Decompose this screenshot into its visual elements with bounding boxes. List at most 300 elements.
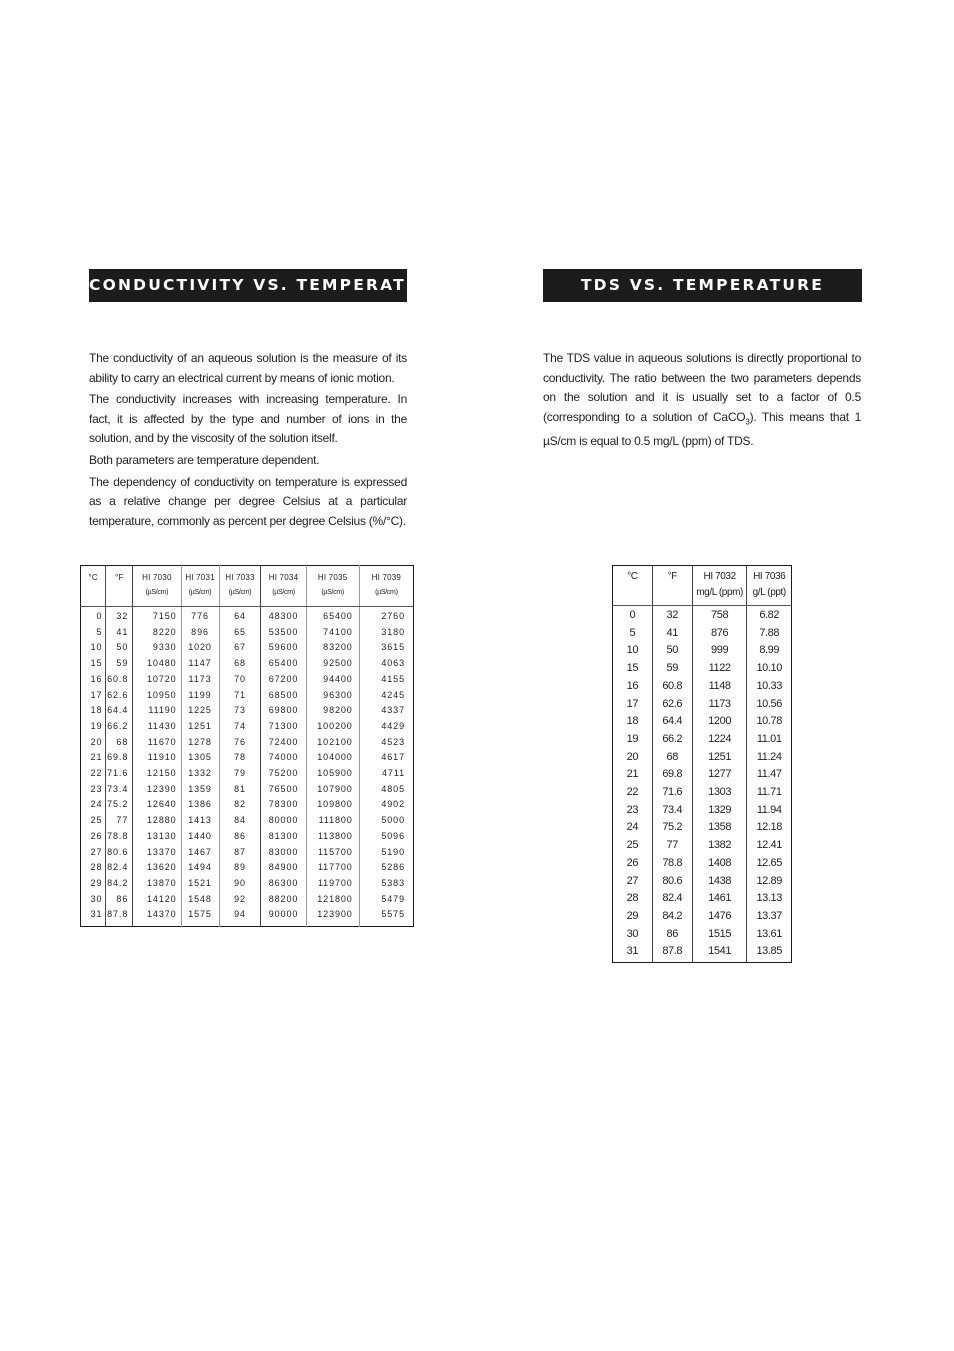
conductivity-cell: 59600 xyxy=(261,640,306,656)
table-row xyxy=(613,837,792,855)
conductivity-cell: 62.6 xyxy=(106,688,133,704)
conductivity-cell: 10720 xyxy=(133,672,181,688)
table-row xyxy=(81,607,414,625)
table-row xyxy=(81,750,414,766)
tds-cell: 84.2 xyxy=(652,908,692,926)
table-row xyxy=(613,819,792,837)
conductivity-cell: 1020 xyxy=(181,640,219,656)
conductivity-cell: 71.6 xyxy=(106,766,133,782)
conductivity-cell: 24 xyxy=(81,797,106,813)
conductivity-cell: 1467 xyxy=(181,845,219,861)
tds-cell: 13.85 xyxy=(756,945,782,958)
tds-header-cell xyxy=(613,566,653,606)
conductivity-cell: 5096 xyxy=(381,830,405,841)
tds-cell: 10.33 xyxy=(756,679,782,692)
conductivity-cell: 5383 xyxy=(381,877,405,888)
conductivity-header-name: HI 7030 xyxy=(142,573,172,582)
table-row xyxy=(613,802,792,820)
conductivity-cell: 4155 xyxy=(381,673,405,684)
conductivity-cell: 16 xyxy=(81,672,106,688)
conductivity-cell: 86 xyxy=(106,892,133,908)
conductivity-cell: 1305 xyxy=(181,750,219,766)
tds-cell: 758 xyxy=(692,606,747,625)
conductivity-cell: 100200 xyxy=(306,719,359,735)
table-row xyxy=(81,640,414,656)
tds-cell: 11.71 xyxy=(756,786,782,799)
conductivity-cell: 48300 xyxy=(261,607,306,625)
tds-cell: 11.94 xyxy=(756,803,782,816)
conductivity-cell: 89 xyxy=(219,860,261,876)
conductivity-cell: 4617 xyxy=(381,752,405,763)
conductivity-cell: 83000 xyxy=(261,845,306,861)
tds-cell: 62.6 xyxy=(652,696,692,714)
conductivity-cell: 10950 xyxy=(133,688,181,704)
table-row xyxy=(81,656,414,672)
conductivity-header-cell xyxy=(359,566,413,607)
conductivity-cell: 77 xyxy=(106,813,133,829)
conductivity-cell: 87 xyxy=(219,845,261,861)
tds-cell: 82.4 xyxy=(652,890,692,908)
conductivity-cell: 121800 xyxy=(306,892,359,908)
table-row xyxy=(613,908,792,926)
table-row xyxy=(613,784,792,802)
conductivity-cell: 28 xyxy=(81,860,106,876)
conductivity-cell: 4337 xyxy=(381,705,405,716)
conductivity-cell: 115700 xyxy=(306,845,359,861)
tds-cell: 12.41 xyxy=(756,839,782,852)
tds-cell: 1438 xyxy=(692,873,747,891)
conductivity-cell: 4429 xyxy=(381,720,405,731)
tds-cell: 75.2 xyxy=(652,819,692,837)
tds-cell: 18 xyxy=(613,713,653,731)
table-row xyxy=(81,735,414,751)
conductivity-header-name: HI 7039 xyxy=(371,573,402,582)
tds-cell: 5 xyxy=(613,625,653,643)
tds-cell: 29 xyxy=(613,908,653,926)
conductivity-cell: 105900 xyxy=(306,766,359,782)
conductivity-cell: 26 xyxy=(81,829,106,845)
table-row xyxy=(81,766,414,782)
tds-cell: 17 xyxy=(613,696,653,714)
conductivity-cell: 65400 xyxy=(261,656,306,672)
conductivity-cell: 70 xyxy=(219,672,261,688)
tds-cell: 1122 xyxy=(692,660,747,678)
conductivity-cell: 86300 xyxy=(261,876,306,892)
tds-cell: 59 xyxy=(652,660,692,678)
tds-table-body xyxy=(613,606,792,963)
tds-cell: 10.56 xyxy=(756,697,782,710)
conductivity-cell: 31 xyxy=(81,907,106,926)
tds-cell: 1224 xyxy=(692,731,747,749)
tds-cell: 1277 xyxy=(692,766,747,784)
conductivity-header-cell xyxy=(81,566,106,607)
conductivity-cell: 25 xyxy=(81,813,106,829)
conductivity-cell: 50 xyxy=(106,640,133,656)
conductivity-cell: 23 xyxy=(81,782,106,798)
tds-table-header xyxy=(613,566,792,606)
table-row xyxy=(613,713,792,731)
conductivity-cell: 9330 xyxy=(133,640,181,656)
conductivity-cell: 84900 xyxy=(261,860,306,876)
conductivity-cell: 87.8 xyxy=(106,907,133,926)
conductivity-cell: 15 xyxy=(81,656,106,672)
conductivity-cell: 3180 xyxy=(381,626,405,637)
tds-cell: 31 xyxy=(613,943,653,962)
table-row xyxy=(613,642,792,660)
tds-cell: 1303 xyxy=(692,784,747,802)
conductivity-cell: 90 xyxy=(219,876,261,892)
tds-cell: 66.2 xyxy=(652,731,692,749)
conductivity-header-row xyxy=(81,566,414,607)
tds-cell: 1541 xyxy=(692,943,747,962)
conductivity-header-name: HI 7035 xyxy=(317,573,348,582)
tds-cell: 1515 xyxy=(692,926,747,944)
conductivity-cell: 65 xyxy=(219,625,261,641)
conductivity-cell: 64.4 xyxy=(106,703,133,719)
conductivity-cell: 81300 xyxy=(261,829,306,845)
tds-cell: 16 xyxy=(613,678,653,696)
conductivity-cell: 4711 xyxy=(382,768,405,779)
conductivity-cell: 69.8 xyxy=(106,750,133,766)
conductivity-cell: 74000 xyxy=(261,750,306,766)
conductivity-cell: 2760 xyxy=(381,611,405,621)
conductivity-cell: 96300 xyxy=(306,688,359,704)
tds-cell: 86 xyxy=(652,926,692,944)
tds-cell: 71.6 xyxy=(652,784,692,802)
conductivity-cell: 4245 xyxy=(381,689,405,700)
table-row xyxy=(613,660,792,678)
conductivity-cell: 75200 xyxy=(261,766,306,782)
conductivity-header-unit: (µS/cm) xyxy=(188,589,212,596)
conductivity-cell: 776 xyxy=(181,607,219,625)
tds-paragraph-subscript: 3 xyxy=(745,417,750,427)
conductivity-cell: 64 xyxy=(219,607,261,625)
conductivity-cell: 5 xyxy=(81,625,106,641)
conductivity-cell: 22 xyxy=(81,766,106,782)
conductivity-header-name: °C xyxy=(88,573,98,582)
conductivity-paragraph-2: The conductivity increases with increasing temperature. In fact, it is affected by the type and number of ions in the solution, and by the viscosity of the solution itself. xyxy=(89,392,407,446)
conductivity-cell: 3615 xyxy=(381,642,405,653)
table-row xyxy=(81,892,414,908)
conductivity-cell: 10 xyxy=(81,640,106,656)
conductivity-header-unit: (µS/cm) xyxy=(375,589,398,596)
tds-cell: 68 xyxy=(652,749,692,767)
tds-cell: 78.8 xyxy=(652,855,692,873)
conductivity-cell: 5190 xyxy=(381,846,405,857)
conductivity-cell: 90000 xyxy=(261,907,306,926)
conductivity-cell: 111800 xyxy=(306,813,359,829)
tds-cell: 12.18 xyxy=(756,821,782,834)
conductivity-cell: 13870 xyxy=(133,876,181,892)
conductivity-cell: 86 xyxy=(219,829,261,845)
conductivity-cell: 73.4 xyxy=(106,782,133,798)
conductivity-cell: 12390 xyxy=(133,782,181,798)
tds-cell: 6.82 xyxy=(759,609,780,621)
conductivity-cell: 14370 xyxy=(133,907,181,926)
table-row xyxy=(613,873,792,891)
tds-cell: 1200 xyxy=(692,713,747,731)
conductivity-vs-temperature-table xyxy=(80,565,414,927)
conductivity-cell: 1359 xyxy=(181,782,219,798)
tds-cell: 87.8 xyxy=(652,943,692,962)
tds-cell: 13.61 xyxy=(756,927,782,940)
table-row xyxy=(81,703,414,719)
tds-header-row xyxy=(613,566,792,606)
table-row xyxy=(613,678,792,696)
conductivity-header-unit: (µS/cm) xyxy=(321,589,344,596)
conductivity-cell: 117700 xyxy=(306,860,359,876)
table-row xyxy=(81,829,414,845)
tds-cell: 12.65 xyxy=(756,856,782,869)
table-row xyxy=(613,766,792,784)
conductivity-cell: 82.4 xyxy=(106,860,133,876)
conductivity-cell: 81 xyxy=(219,782,261,798)
conductivity-cell: 11670 xyxy=(133,735,181,751)
conductivity-table-header xyxy=(81,566,414,607)
tds-cell: 21 xyxy=(613,766,653,784)
conductivity-cell: 68 xyxy=(219,656,261,672)
conductivity-cell: 1225 xyxy=(181,703,219,719)
conductivity-cell: 4902 xyxy=(381,799,405,810)
tds-cell: 15 xyxy=(613,660,653,678)
tds-cell: 1358 xyxy=(692,819,747,837)
conductivity-cell: 65400 xyxy=(306,607,359,625)
conductivity-cell: 12150 xyxy=(133,766,181,782)
conductivity-header-name: HI 7034 xyxy=(268,573,299,582)
table-row xyxy=(81,876,414,892)
tds-cell: 11.24 xyxy=(756,750,782,763)
tds-cell: 10.10 xyxy=(756,662,782,675)
tds-cell: 19 xyxy=(613,731,653,749)
conductivity-cell: 71 xyxy=(219,688,261,704)
conductivity-cell: 5479 xyxy=(381,893,405,904)
conductivity-cell: 13370 xyxy=(133,845,181,861)
table-row xyxy=(81,782,414,798)
tds-cell: 28 xyxy=(613,890,653,908)
conductivity-cell: 102100 xyxy=(306,735,359,751)
conductivity-cell: 27 xyxy=(81,845,106,861)
conductivity-header-unit: (µS/cm) xyxy=(145,589,169,596)
conductivity-cell: 92500 xyxy=(306,656,359,672)
conductivity-cell: 123900 xyxy=(306,907,359,926)
conductivity-cell: 0 xyxy=(81,607,106,625)
tds-cell: 1173 xyxy=(692,696,747,714)
conductivity-header-cell xyxy=(181,566,219,607)
tds-header-unit: mg/L (ppm) xyxy=(696,587,743,598)
conductivity-cell: 5286 xyxy=(381,862,405,873)
tds-cell: 25 xyxy=(613,837,653,855)
conductivity-cell: 109800 xyxy=(306,797,359,813)
tds-header-cell xyxy=(692,566,747,606)
conductivity-table-body xyxy=(81,607,414,927)
conductivity-cell: 11190 xyxy=(133,703,181,719)
tds-cell: 13.13 xyxy=(756,892,782,905)
conductivity-cell: 1440 xyxy=(181,829,219,845)
conductivity-cell: 1278 xyxy=(181,735,219,751)
tds-cell: 32 xyxy=(652,606,692,625)
tds-cell: 7.88 xyxy=(759,626,780,639)
table-row xyxy=(81,797,414,813)
tds-cell: 1382 xyxy=(692,837,747,855)
conductivity-cell: 1147 xyxy=(181,656,219,672)
tds-cell: 1329 xyxy=(692,802,747,820)
conductivity-cell: 80.6 xyxy=(106,845,133,861)
conductivity-cell: 98200 xyxy=(306,703,359,719)
conductivity-cell: 17 xyxy=(81,688,106,704)
conductivity-cell: 113800 xyxy=(306,829,359,845)
conductivity-header-cell xyxy=(261,566,306,607)
conductivity-cell: 69800 xyxy=(261,703,306,719)
tds-cell: 11.47 xyxy=(756,768,782,781)
table-row xyxy=(81,845,414,861)
conductivity-cell: 4063 xyxy=(381,658,405,669)
conductivity-cell: 13620 xyxy=(133,860,181,876)
tds-cell: 30 xyxy=(613,926,653,944)
tds-paragraph-part-1: The TDS value in aqueous solutions is directly proportional to conductivity. The ratio between the two parameters depends on the solution and it is usually set to a factor of 0.5 (corresponding to a solution of CaCO xyxy=(543,351,861,424)
conductivity-cell: 68 xyxy=(106,735,133,751)
tds-cell: 80.6 xyxy=(652,873,692,891)
conductivity-cell: 11910 xyxy=(133,750,181,766)
conductivity-cell: 8220 xyxy=(133,625,181,641)
conductivity-cell: 4805 xyxy=(381,783,405,794)
table-row xyxy=(81,860,414,876)
tds-cell: 876 xyxy=(692,625,747,643)
conductivity-cell: 32 xyxy=(106,607,133,625)
table-row xyxy=(613,890,792,908)
tds-cell: 8.99 xyxy=(759,644,780,657)
tds-cell: 22 xyxy=(613,784,653,802)
conductivity-cell: 7150 xyxy=(133,607,181,625)
tds-cell: 69.8 xyxy=(652,766,692,784)
conductivity-cell: 71300 xyxy=(261,719,306,735)
conductivity-header-name: HI 7031 xyxy=(185,573,215,582)
conductivity-header-unit: (µS/cm) xyxy=(228,589,252,596)
conductivity-cell: 1494 xyxy=(181,860,219,876)
conductivity-cell: 13130 xyxy=(133,829,181,845)
tds-cell: 1148 xyxy=(692,678,747,696)
conductivity-cell: 67 xyxy=(219,640,261,656)
conductivity-header-name: °F xyxy=(115,573,124,582)
tds-cell: 27 xyxy=(613,873,653,891)
conductivity-cell: 29 xyxy=(81,876,106,892)
tds-cell: 77 xyxy=(652,837,692,855)
table-row xyxy=(81,625,414,641)
tds-cell: 1251 xyxy=(692,749,747,767)
conductivity-header-cell xyxy=(306,566,359,607)
tds-cell: 50 xyxy=(652,642,692,660)
conductivity-cell: 30 xyxy=(81,892,106,908)
conductivity-cell: 104000 xyxy=(306,750,359,766)
conductivity-cell: 80000 xyxy=(261,813,306,829)
conductivity-cell: 78.8 xyxy=(106,829,133,845)
tds-cell: 1476 xyxy=(692,908,747,926)
conductivity-cell: 1575 xyxy=(181,907,219,926)
tds-header-cell xyxy=(652,566,692,606)
conductivity-cell: 1548 xyxy=(181,892,219,908)
conductivity-cell: 78300 xyxy=(261,797,306,813)
tds-cell: 0 xyxy=(613,606,653,625)
conductivity-paragraph-3: Both parameters are temperature dependent. xyxy=(89,452,320,467)
tds-paragraph-part-2: ). This means that 1 µS/cm is equal to 0.5 mg/L (ppm) of TDS. xyxy=(543,409,862,448)
conductivity-cell: 21 xyxy=(81,750,106,766)
conductivity-cell: 60.8 xyxy=(106,672,133,688)
conductivity-cell: 119700 xyxy=(306,876,359,892)
table-row xyxy=(613,731,792,749)
conductivity-header-unit: (µS/cm) xyxy=(272,589,295,596)
conductivity-section-title: CONDUCTIVITY VS. TEMPERATURE xyxy=(89,269,407,302)
tds-header-name: °C xyxy=(627,571,638,582)
conductivity-cell: 84 xyxy=(219,813,261,829)
tds-cell: 11.01 xyxy=(756,732,782,745)
tds-header-unit: g/L (ppt) xyxy=(752,587,786,598)
tds-header-name: °F xyxy=(667,571,677,582)
tds-cell: 23 xyxy=(613,802,653,820)
tds-header-cell xyxy=(747,566,792,606)
conductivity-cell: 4523 xyxy=(381,736,405,747)
conductivity-cell: 20 xyxy=(81,735,106,751)
table-row xyxy=(81,907,414,926)
tds-cell: 24 xyxy=(613,819,653,837)
conductivity-cell: 88200 xyxy=(261,892,306,908)
conductivity-cell: 74100 xyxy=(306,625,359,641)
conductivity-cell: 59 xyxy=(106,656,133,672)
table-row xyxy=(81,719,414,735)
conductivity-cell: 67200 xyxy=(261,672,306,688)
table-row xyxy=(613,606,792,625)
conductivity-cell: 83200 xyxy=(306,640,359,656)
conductivity-paragraph-4: The dependency of conductivity on temperature is expressed as a relative change per degree Celsius at a particular temperature, commonly as percent per degree Celsius (%/°C). xyxy=(89,474,407,528)
conductivity-header-cell xyxy=(219,566,261,607)
tds-paragraph xyxy=(543,349,861,451)
conductivity-cell: 76 xyxy=(219,735,261,751)
table-row xyxy=(81,688,414,704)
table-row xyxy=(613,625,792,643)
conductivity-cell: 107900 xyxy=(306,782,359,798)
table-row xyxy=(613,749,792,767)
conductivity-cell: 76500 xyxy=(261,782,306,798)
conductivity-header-name: HI 7033 xyxy=(225,573,255,582)
conductivity-cell: 84.2 xyxy=(106,876,133,892)
tds-cell: 60.8 xyxy=(652,678,692,696)
table-row xyxy=(613,855,792,873)
tds-vs-temperature-table xyxy=(612,565,792,963)
table-row xyxy=(613,943,792,962)
conductivity-cell: 74 xyxy=(219,719,261,735)
conductivity-cell: 92 xyxy=(219,892,261,908)
conductivity-paragraph-1: The conductivity of an aqueous solution is the measure of its ability to carry an electrical current by means of ionic motion. xyxy=(89,351,407,385)
tds-cell: 10.78 xyxy=(756,715,782,728)
conductivity-cell: 1386 xyxy=(181,797,219,813)
conductivity-cell: 11430 xyxy=(133,719,181,735)
conductivity-cell: 68500 xyxy=(261,688,306,704)
tds-cell: 1461 xyxy=(692,890,747,908)
table-row xyxy=(81,672,414,688)
tds-cell: 12.89 xyxy=(756,874,782,887)
conductivity-cell: 5575 xyxy=(381,909,405,920)
conductivity-cell: 66.2 xyxy=(106,719,133,735)
conductivity-cell: 1251 xyxy=(181,719,219,735)
tds-section-title: TDS VS. TEMPERATURE xyxy=(543,269,862,302)
conductivity-description xyxy=(89,349,407,533)
conductivity-cell: 18 xyxy=(81,703,106,719)
conductivity-cell: 12640 xyxy=(133,797,181,813)
conductivity-cell: 19 xyxy=(81,719,106,735)
conductivity-cell: 94400 xyxy=(306,672,359,688)
tds-cell: 999 xyxy=(692,642,747,660)
conductivity-cell: 1199 xyxy=(181,688,219,704)
conductivity-cell: 12880 xyxy=(133,813,181,829)
tds-header-name: HI 7032 xyxy=(703,571,736,582)
